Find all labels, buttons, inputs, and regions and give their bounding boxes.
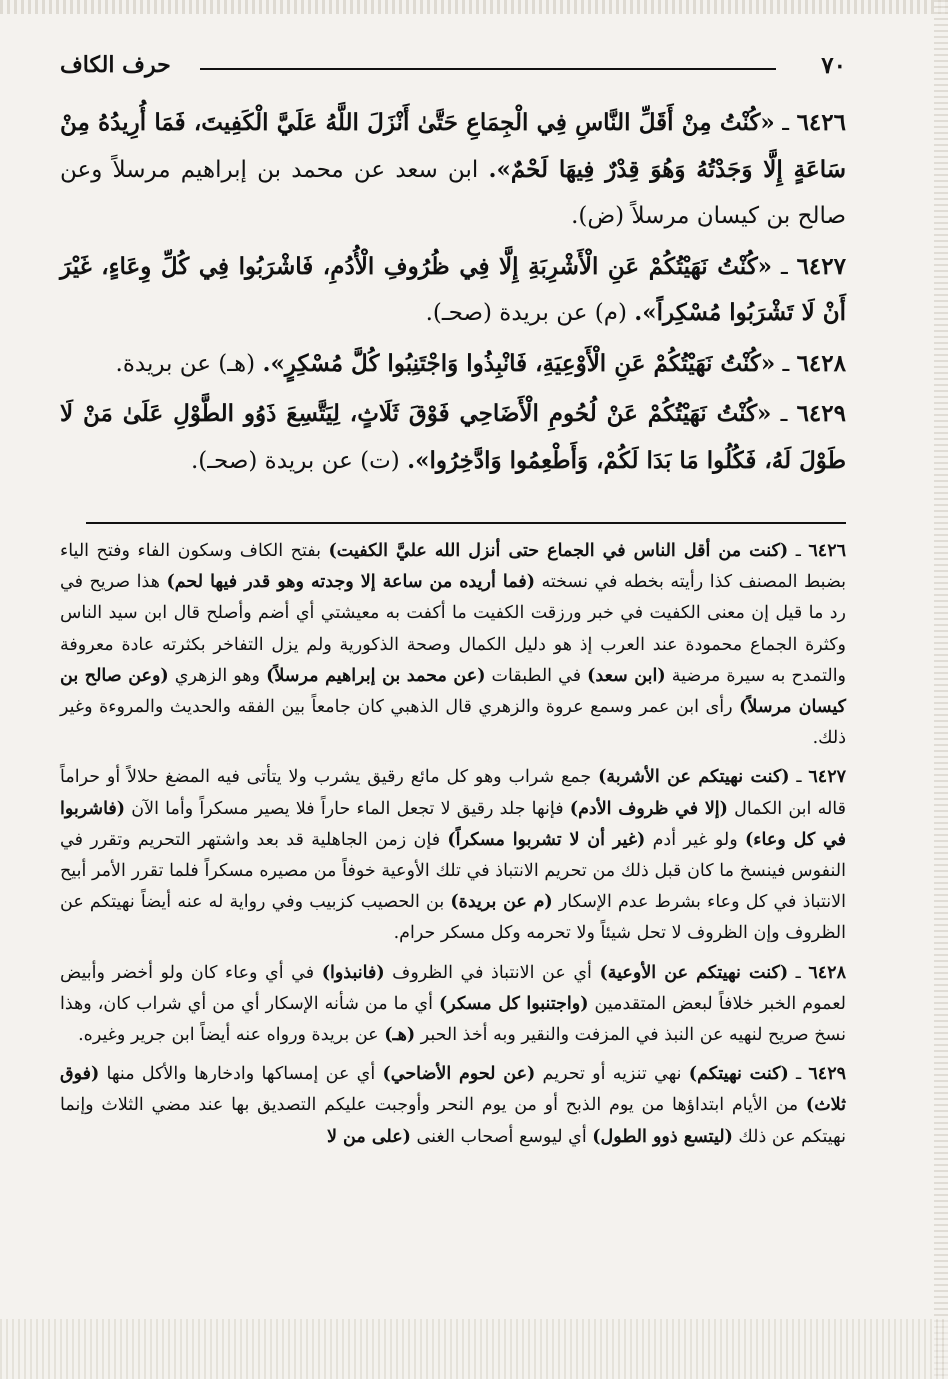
- scan-edge-right: [934, 0, 948, 1379]
- commentary-entry: ٦٤٢٨ ـ (كنت نهيتكم عن الأوعية) أي عن الانتباذ في الظروف (فانبذوا) في أي وعاء كان ولو أخضر وأبيض لعموم الخبر خلافاً لبعض المتقدمين (واجتنبوا كل مسكر) أي ما من شأنه الإسكار أي من أي شراب كان، وهذا نسخ صريح لنهيه عن النبذ في المزفت والنقير وبه أخذ الحبر (هـ) عن بريدة ورواه عنه أيضاً ابن جرير وغيره.: [60, 962, 846, 1046]
- commentary-text: هذا صريح في رد ما قيل إن معنى الكفيت في خبر ورزقت الكفيت ما أكفت به معيشتي أي أضم وأصلح قال ابن سيد الناس وكثرة الجماع محمودة عند العرب إذ هو دليل الكمال وصحة الذكورية ولم يزل التفاخر بكثرته عادة معروفة والتمدح به سيرة مرضية: [60, 572, 847, 686]
- commentary-number: ٦٤٢٩: [808, 1064, 846, 1085]
- commentary-text: أي ما من شأنه الإسكار أي من أي شراب كان، وهذا نسخ صريح لنهيه عن النبذ في المزفت والنقير وبه أخذ الحبر: [60, 993, 846, 1046]
- commentary-quote: (هـ): [384, 1025, 416, 1046]
- commentary-text: في أي وعاء كان ولو أخضر وأبيض لعموم الخبر خلافاً لبعض المتقدمين: [60, 962, 846, 1014]
- commentary-text: وهو الزهري: [168, 665, 267, 686]
- commentary-text: من الأيام ابتداؤها من يوم الذبح أو من يوم النحر وأوجبت عليكم التصديق بها عند مضي الثلاث وإنما نهيتكم عن ذلك: [60, 1095, 846, 1147]
- hadith-number: ٦٤٢٧: [796, 252, 846, 280]
- header-rule: [200, 68, 776, 70]
- scan-edge-top: [0, 0, 948, 14]
- commentary-quote: (عن لحوم الأضاحي): [382, 1064, 536, 1085]
- commentary-quote: (غير أن لا تشربوا مسكراً): [447, 829, 646, 850]
- commentary-text: أي عن الانتباذ في الظروف: [384, 962, 600, 983]
- scan-edge-bottom: [0, 1319, 948, 1379]
- commentary-block: [60, 536, 846, 1161]
- commentary-quote: (م عن بريدة): [450, 892, 553, 913]
- commentary-entry: ٦٤٢٩ ـ (كنت نهيتكم) نهي تنزيه أو تحريم (عن لحوم الأضاحي) أي عن إمساكها وادخارها والأكل منها (فوق ثلاث) من الأيام ابتداؤها من يوم الذبح أو من يوم النحر وأوجبت عليكم التصديق بها عند مضي الثلاث وإنما نهيتكم عن ذلك (ليتسع ذوو الطول) أي ليوسع أصحاب الغنى (على من لا: [60, 1064, 846, 1147]
- commentary-text: ولو غير أدم: [645, 829, 745, 850]
- commentary-quote: (وعن صالح بن كيسان مرسلاً): [60, 665, 846, 718]
- commentary-entry: ٦٤٢٦ ـ (كنت من أقل الناس في الجماع حتى أنزل الله عليَّ الكفيت) بفتح الكاف وسكون الفاء وفتح الياء بضبط المصنف كذا رأيته بخطه في نسخته (فما أريده من ساعة إلا وجدته وهو قدر فيها لحم) هذا صريح في رد ما قيل إن معنى الكفيت في خبر ورزقت الكفيت ما أكفت به معيشتي أي أضم وأصلح قال ابن سيد الناس وكثرة الجماع محمودة عند العرب إذ هو دليل الكمال وصحة الذكورية ولم يزل التفاخر بكثرته عادة معروفة والتمدح به سيرة مرضية (ابن سعد) في الطبقات (عن محمد بن إبراهيم مرسلاً) وهو الزهري (وعن صالح بن كيسان مرسلاً) رأى ابن عمر وسمع عروة والزهري قال الذهبي كان جامعاً بين الفقه والحديث والمروءة وغير ذلك.: [60, 541, 847, 749]
- hadith-entry: ٦٤٢٨ ـ «كُنْتُ نَهَيْتُكُمْ عَنِ الْأَوْعِيَةِ، فَانْبِذُوا وَاجْتَنِبُوا كُلَّ مُسْكِرٍ». (هـ) عن بريدة.: [115, 349, 846, 377]
- commentary-quote: (فانبذوا): [321, 962, 385, 983]
- commentary-number: ٦٤٢٦: [808, 541, 846, 561]
- commentary-quote: (كنت من أقل الناس في الجماع حتى أنزل الله عليَّ الكفيت): [328, 541, 789, 561]
- commentary-quote: (كنت نهيتكم عن الأوعية): [599, 962, 789, 983]
- commentary-quote: (فوق ثلاث): [60, 1064, 846, 1116]
- page-header: [60, 52, 846, 82]
- commentary-text: نهي تنزيه أو تحريم: [535, 1064, 689, 1085]
- commentary-text: جمع شراب وهو كل مائع رقيق يشرب ولا يتأتى فيه المضغ حلالاً أو حراماً قاله ابن الكمال: [60, 767, 846, 819]
- commentary-text: فإنها جلد رقيق لا تجعل الماء حاراً فلا يصير مسكراً وأما الآن: [125, 798, 570, 819]
- commentary-text: رأى ابن عمر وسمع عروة والزهري قال الذهبي كان جامعاً بين الفقه والحديث والمروءة وغير ذلك.: [60, 697, 846, 749]
- commentary-quote: (كنت نهيتكم): [688, 1064, 789, 1085]
- hadith-entry: ٦٤٢٧ ـ «كُنْتُ نَهَيْتُكُمْ عَنِ الْأَشْرِبَةِ إِلَّا فِي ظُرُوفِ الْأُدُمِ، فَاشْرَبُوا فِي كُلِّ وِعَاءٍ، غَيْرَ أَنْ لَا تَشْرَبُوا مُسْكِراً». (م) عن بريدة (صحـ).: [60, 252, 846, 326]
- hadith-text: «كُنْتُ نَهَيْتُكُمْ عَنِ الْأَشْرِبَةِ إِلَّا فِي ظُرُوفِ الْأُدُمِ، فَاشْرَبُوا فِي كُلِّ وِعَاءٍ، غَيْرَ أَنْ لَا تَشْرَبُوا مُسْكِراً».: [60, 252, 846, 326]
- commentary-number: ٦٤٢٨: [808, 962, 846, 983]
- hadith-entry: ٦٤٢٦ ـ «كُنْتُ مِنْ أَقَلِّ النَّاسِ فِي الْجِمَاعِ حَتَّىٰ أَنْزَلَ اللَّهُ عَلَيَّ الْكَفِيتَ، فَمَا أُرِيدُهُ مِنْ سَاعَةٍ إِلَّا وَجَدْتُهُ وَهُوَ قِدْرٌ فِيهَا لَحْمٌ». ابن سعد عن محمد بن إبراهيم مرسلاً وعن صالح بن كيسان مرسلاً (ض).: [60, 109, 847, 229]
- hadith-source: (م) عن بريدة (صحـ).: [425, 300, 627, 326]
- chapter-title: حرف الكاف: [60, 52, 171, 78]
- commentary-quote: (عن محمد بن إبراهيم مرسلاً): [266, 665, 486, 686]
- commentary-text: أي ليوسع أصحاب الغنى: [410, 1126, 593, 1147]
- hadith-text: «كُنْتُ مِنْ أَقَلِّ النَّاسِ فِي الْجِمَاعِ حَتَّىٰ أَنْزَلَ اللَّهُ عَلَيَّ الْكَفِيتَ، فَمَا أُرِيدُهُ مِنْ سَاعَةٍ إِلَّا وَجَدْتُهُ وَهُوَ قِدْرٌ فِيهَا لَحْمٌ».: [60, 109, 847, 183]
- commentary-quote: (فاشربوا في كل وعاء): [60, 798, 846, 850]
- hadith-source: (ت) عن بريدة (صحـ).: [191, 447, 400, 474]
- commentary-quote: (على من لا: [326, 1126, 411, 1147]
- commentary-quote: (ليتسع ذوو الطول): [592, 1126, 733, 1147]
- commentary-number: ٦٤٢٧: [808, 767, 846, 788]
- commentary-text: بن الحصيب كزبيب وفي رواية له عنه أيضاً نهيتكم عن الظروف وإن الظروف لا تحل شيئاً ولا تحرمه وكل مسكر حرام.: [60, 892, 846, 944]
- commentary-text: بفتح الكاف وسكون الفاء وفتح الياء بضبط المصنف كذا رأيته بخطه في نسخته: [60, 541, 846, 593]
- hadith-source: ابن سعد عن محمد بن إبراهيم مرسلاً وعن صالح بن كيسان مرسلاً (ض).: [60, 156, 846, 229]
- commentary-text: عن بريدة ورواه عنه أيضاً ابن جرير وغيره.: [78, 1025, 385, 1046]
- hadith-text: «كُنْتُ نَهَيْتُكُمْ عَنْ لُحُومِ الْأَضَاحِي فَوْقَ ثَلَاثٍ، لِيَتَّسِعَ ذَوُو الطَّوْلِ عَلَىٰ مَنْ لَا طَوْلَ لَهُ، فَكُلُوا مَا بَدَا لَكُمْ، وَأَطْعِمُوا وَادَّخِرُوا».: [60, 400, 846, 474]
- commentary-quote: (واجتنبوا كل مسكر): [439, 993, 589, 1014]
- commentary-quote: (إلا في ظروف الأدم): [569, 798, 728, 819]
- footnote-divider: [86, 522, 846, 524]
- commentary-text: أي عن إمساكها وادخارها والأكل منها: [99, 1064, 383, 1085]
- hadith-text-block: [60, 100, 846, 488]
- hadith-text: «كُنْتُ نَهَيْتُكُمْ عَنِ الْأَوْعِيَةِ، فَانْبِذُوا وَاجْتَنِبُوا كُلَّ مُسْكِرٍ».: [262, 349, 776, 377]
- hadith-number: ٦٤٢٩: [796, 400, 846, 427]
- commentary-quote: (ابن سعد): [587, 665, 666, 686]
- commentary-text: فإن زمن الجاهلية قد بعد واشتهر التحريم وتقرر في النفوس فينسخ ما كان قبل ذلك من تحريم الانتباذ في تلك الأوعية خوفاً من مصيره مسكراً فلما تقرر الأمر أبيح الانتباذ في كل وعاء بشرط عدم الإسكار: [60, 829, 846, 913]
- page-number: ٧٠: [821, 52, 846, 79]
- commentary-quote: (فما أريده من ساعة إلا وجدته وهو قدر فيها لحم): [166, 572, 535, 593]
- hadith-source: (هـ) عن بريدة.: [115, 350, 256, 377]
- commentary-entry: ٦٤٢٧ ـ (كنت نهيتكم عن الأشربة) جمع شراب وهو كل مائع رقيق يشرب ولا يتأتى فيه المضغ حلالاً أو حراماً قاله ابن الكمال (إلا في ظروف الأدم) فإنها جلد رقيق لا تجعل الماء حاراً فلا يصير مسكراً وأما الآن (فاشربوا في كل وعاء) ولو غير أدم (غير أن لا تشربوا مسكراً) فإن زمن الجاهلية قد بعد واشتهر التحريم وتقرر في النفوس فينسخ ما كان قبل ذلك من تحريم الانتباذ في تلك الأوعية خوفاً من مصيره مسكراً فلما تقرر الأمر أبيح الانتباذ في كل وعاء بشرط عدم الإسكار (م عن بريدة) بن الحصيب كزبيب وفي رواية له عنه أيضاً نهيتكم عن الظروف وإن الظروف لا تحل شيئاً ولا تحرمه وكل مسكر حرام.: [60, 767, 846, 944]
- hadith-number: ٦٤٢٨: [796, 349, 846, 377]
- hadith-number: ٦٤٢٦: [796, 109, 846, 136]
- commentary-text: في الطبقات: [485, 665, 588, 686]
- commentary-quote: (كنت نهيتكم عن الأشربة): [598, 767, 790, 788]
- hadith-entry: ٦٤٢٩ ـ «كُنْتُ نَهَيْتُكُمْ عَنْ لُحُومِ الْأَضَاحِي فَوْقَ ثَلَاثٍ، لِيَتَّسِعَ ذَوُو الطَّوْلِ عَلَىٰ مَنْ لَا طَوْلَ لَهُ، فَكُلُوا مَا بَدَا لَكُمْ، وَأَطْعِمُوا وَادَّخِرُوا». (ت) عن بريدة (صحـ).: [60, 400, 846, 474]
